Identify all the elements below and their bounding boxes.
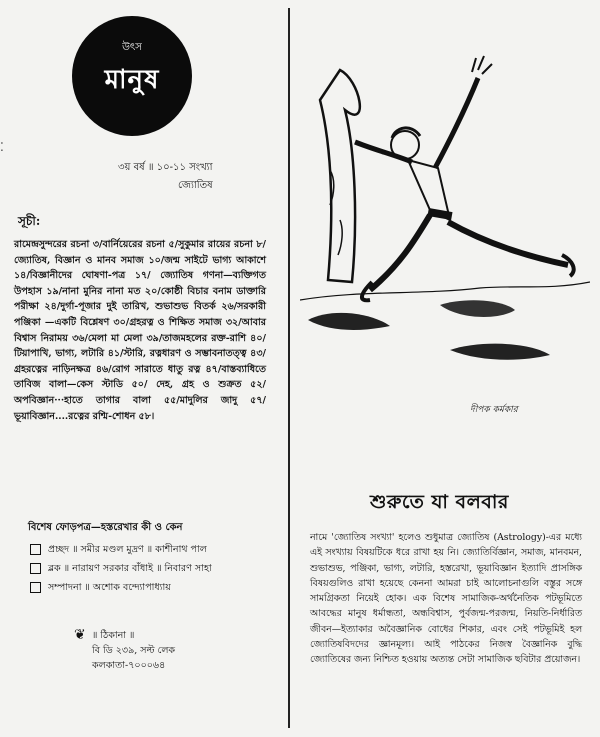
checkbox-icon <box>30 582 41 593</box>
issue-topic: জ্যোতিষ <box>178 180 213 191</box>
rock-left <box>308 313 390 330</box>
checkbox-icon <box>30 563 41 574</box>
magazine-logo <box>72 16 192 136</box>
man-hand-right <box>472 56 492 74</box>
credit-row-3 <box>30 578 270 597</box>
man-arm-right <box>435 78 478 168</box>
credits-block <box>30 540 270 597</box>
logo-subtitle: উৎস <box>122 41 142 53</box>
address-line-2: কলকাতা-৭০০০৬৪ <box>92 660 166 671</box>
man-leg-left <box>370 215 430 290</box>
credit-cover-print: প্রচ্ছদ ॥ সমীর মণ্ডল মুদ্রণ ॥ কাশীনাথ পাল <box>48 544 207 555</box>
credit-block-binding: ব্লক ॥ নারায়ণ সরকার বাঁধাই ॥ নিবারণ সাহা <box>48 563 212 574</box>
special-feature: বিশেষ ফোড়পত্র—হস্তরেখার কী ও কেন <box>28 522 183 533</box>
artist-signature: দীপক কর্মকার <box>470 405 518 415</box>
ornament-icon: ❦ <box>74 627 86 643</box>
man-foot-left <box>362 282 372 300</box>
jubilant-man-illustration <box>300 50 590 370</box>
issue-number: ৩য় বর্ষ ॥ ১০-১১ সংখ্যা <box>118 162 213 173</box>
man-arm-left <box>355 142 412 162</box>
address-line-1: বি ডি ২৩৯, সল্ট লেক <box>92 645 176 656</box>
address-block <box>74 627 222 673</box>
credit-editor: সম্পাদনা ॥ অশোক বন্দ্যোপাধ্যায় <box>48 582 171 593</box>
checkbox-icon <box>30 544 41 555</box>
man-leg-right <box>448 222 568 265</box>
contents-heading: সূচী: <box>18 214 41 228</box>
logo-title: মানুষ <box>104 64 160 95</box>
article-title: শুরুতে যা বলবার <box>370 491 509 513</box>
pit <box>440 300 515 317</box>
credit-row-2 <box>30 559 270 578</box>
contents-list: রামেন্দ্রসুন্দরের রচনা ৩/বার্নিয়েরের রচনা ৫/সুকুমার রায়ের রচনা ৮/জ্যোতিষ, বিজ্ঞান ও মানব সমাজ ১০/জন্ম সাইটে ভাগ্য আকাশে ১৪/বিজ্ঞানীদের ঘোষণা-পত্র ১৭/ জ্যোতিষ গণনা—ব্যক্তিগত উপহাস ১৯/নানা মুনির নানা মত ২০/কোষ্ঠী বিচার বনাম ডাক্তারি পরীক্ষা ২৪/দুর্গা-পূজার দুই তারিখ, শুভাশুভ বিতর্ক ২৬/সরকারী পঞ্জিকা —একটি বিশ্লেষণ ৩০/গ্রহরত্ন ও শিক্ষিত সমাজ ৩২/আবার বিশ্বাস নিরাময় ৩৬/মেলা মা মেলা ৩৯/তাজমহলের রক্ত-রাশি ৪০/টিয়াপাখি, ভাগ্য, লটারি ৪১/স্টারি, রত্নধারণ ও সম্ভাবনাতত্ত্ব ৪৩/গ্রহরত্নের নাড়িনক্ষত্র ৪৬/রোগ সারাতে ধাতু রত্ন ৪৭/বাস্তব্যাধিতে তাবিজ বালা—কেস স্টাডি ৫০/ দেহ, গ্রহ ও শুক্রত ৫২/অপবিজ্ঞান···হাতে তাগার বালা ৫৫/মাদুলির জাদু ৫৭/ভূয়াবিজ্ঞান....রত্নের রশ্মি-শোধন ৫৮। <box>14 239 266 422</box>
rock-right <box>450 344 550 360</box>
credit-row-1 <box>30 540 270 559</box>
address-label: ॥ ঠিকানা ॥ <box>92 630 135 641</box>
article-intro: নামে 'জ্যোতিষ সংখ্যা' হলেও শুধুমাত্র জ্যোতিষ (Astrology)-এর মধ্যে এই সংখ্যায় বিষয়টিকে ধরে রাখা হয় নি। জ্যোতির্বিজ্ঞান, সমাজ, মানবমন, শুভাশুভ, পঞ্জিকা, ভাগ্য, লটারি, হস্তরেখা, ভূয়াবিজ্ঞান ইত্যাদি প্রাসঙ্গিক বিষয়গুলিও রাখা হয়েছে কেননা আমরা চাই আলোচনাগুলি বস্তুর সঙ্গে সামগ্রিকতা নিয়েই হোক। এক বিশেষ সামাজিক-অর্থনৈতিক পটভূমিতে আবদ্ধের মানুষ ধর্মান্ধতা, অন্ধবিশ্বাস, পুর্বজন্ম-পরজন্ম, নিয়তি-নির্ধারিত জীবন—ইত্যাকার অবৈজ্ঞানিক বোধের শিকার, এবং সেই পটভূমিই হল জ্যোতিষবিদদের জ্ঞানমূল্য। আই পাঠকের নিজস্ব বৈজ্ঞানিক বুদ্ধি জ্যোতিষের জন্য নিশ্চিত হওয়ায় অত্যন্ত সেটা সামাজিক ছবিটার প্রয়োজন। <box>310 532 582 666</box>
edge-mark: ⁚ <box>0 140 4 154</box>
ground <box>300 282 590 300</box>
